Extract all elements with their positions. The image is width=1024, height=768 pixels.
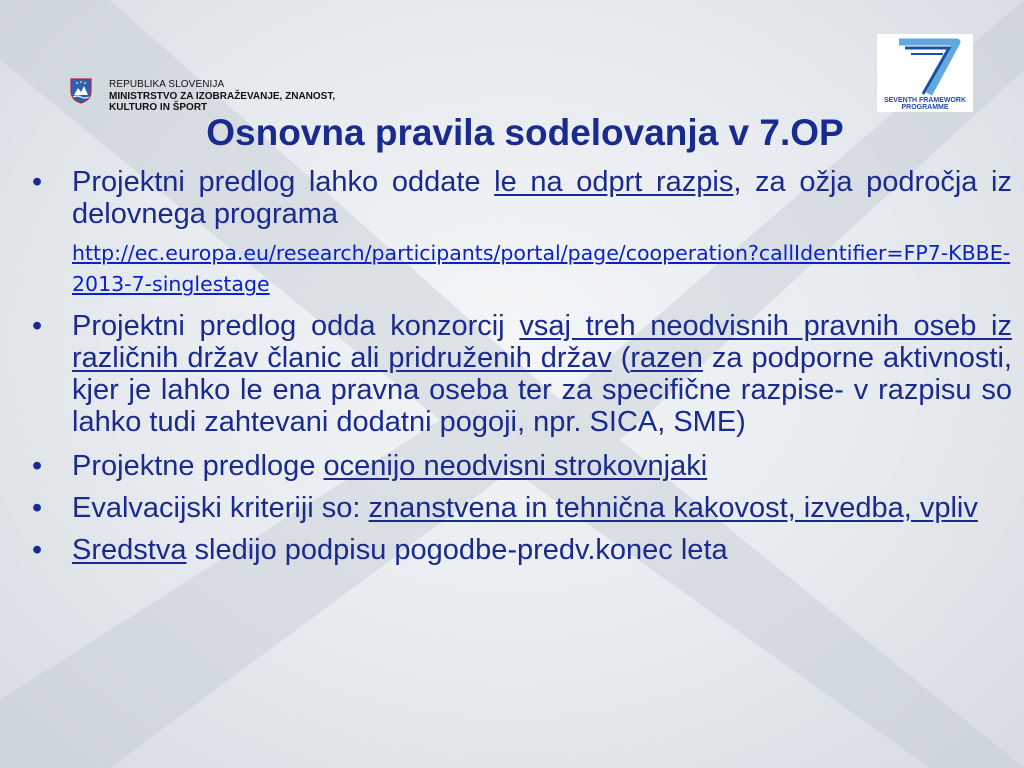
fp7-logo-line-1: SEVENTH FRAMEWORK	[883, 97, 967, 104]
bullet-marker: •	[32, 166, 43, 198]
ministry-label	[109, 79, 335, 114]
call-hyperlink[interactable]: http://ec.europa.eu/research/participants/portal/page/cooperation?callIdentifier=FP7-KBBE-2013-7-singlestage	[72, 241, 1011, 296]
underlined-text: Sredstva	[72, 534, 187, 566]
fp7-logo	[877, 34, 973, 112]
underlined-text: le na odprt razpis	[494, 166, 734, 198]
bullet-text: za podporne aktivnosti, kjer je lahko le ena pravna oseba ter za specifične razpise- v razpisu so lahko tudi zahtevani dodatni pogoji, npr. SICA, SME)	[72, 342, 1012, 438]
bullet-item	[32, 310, 1012, 438]
underlined-text: razen	[630, 342, 703, 374]
bullet-marker: •	[32, 450, 43, 482]
slide-content	[32, 166, 1012, 566]
bullet-text: Projektni predlog odda konzorcij	[72, 310, 520, 342]
bullet-text: Evalvacijski kriteriji so:	[72, 492, 369, 524]
underlined-text: znanstvena in tehnična kakovost, izvedba, vpliv	[368, 492, 978, 524]
bullet-marker: •	[32, 492, 43, 524]
ministry-line-3: KULTURO IN ŠPORT	[109, 102, 208, 113]
ministry-line-2: MINISTRSTVO ZA IZOBRAŽEVANJE, ZNANOST,	[109, 90, 336, 102]
bullet-item	[32, 450, 1012, 482]
bullet-text: Projektne predloge	[72, 450, 324, 482]
bullet-text: Projektni predlog lahko oddate	[72, 166, 495, 198]
bullet-item	[32, 166, 1012, 230]
slide-title: Osnovna pravila sodelovanja v 7.OP	[206, 112, 844, 153]
bullet-item	[32, 492, 1012, 524]
bullet-text: sledijo podpisu pogodbe-predv.konec leta	[186, 534, 728, 566]
bullet-marker: •	[32, 534, 43, 566]
underlined-text: ocenijo neodvisni strokovnjaki	[323, 450, 708, 482]
bullet-text: (	[611, 342, 631, 374]
slovenia-coat-of-arms-icon	[70, 78, 92, 104]
bullet-item	[32, 534, 1012, 566]
bullet-text: , za ožja področja iz delovnega programa	[72, 166, 1012, 230]
underlined-text: vsaj treh neodvisnih pravnih oseb iz različnih držav članic ali pridruženih držav	[72, 310, 1012, 374]
fp7-logo-line-2: PROGRAMME	[901, 104, 949, 111]
fp7-logo-icon	[877, 34, 973, 112]
bullet-marker: •	[32, 310, 43, 342]
ministry-line-1: REPUBLIKA SLOVENIJA	[109, 79, 225, 90]
